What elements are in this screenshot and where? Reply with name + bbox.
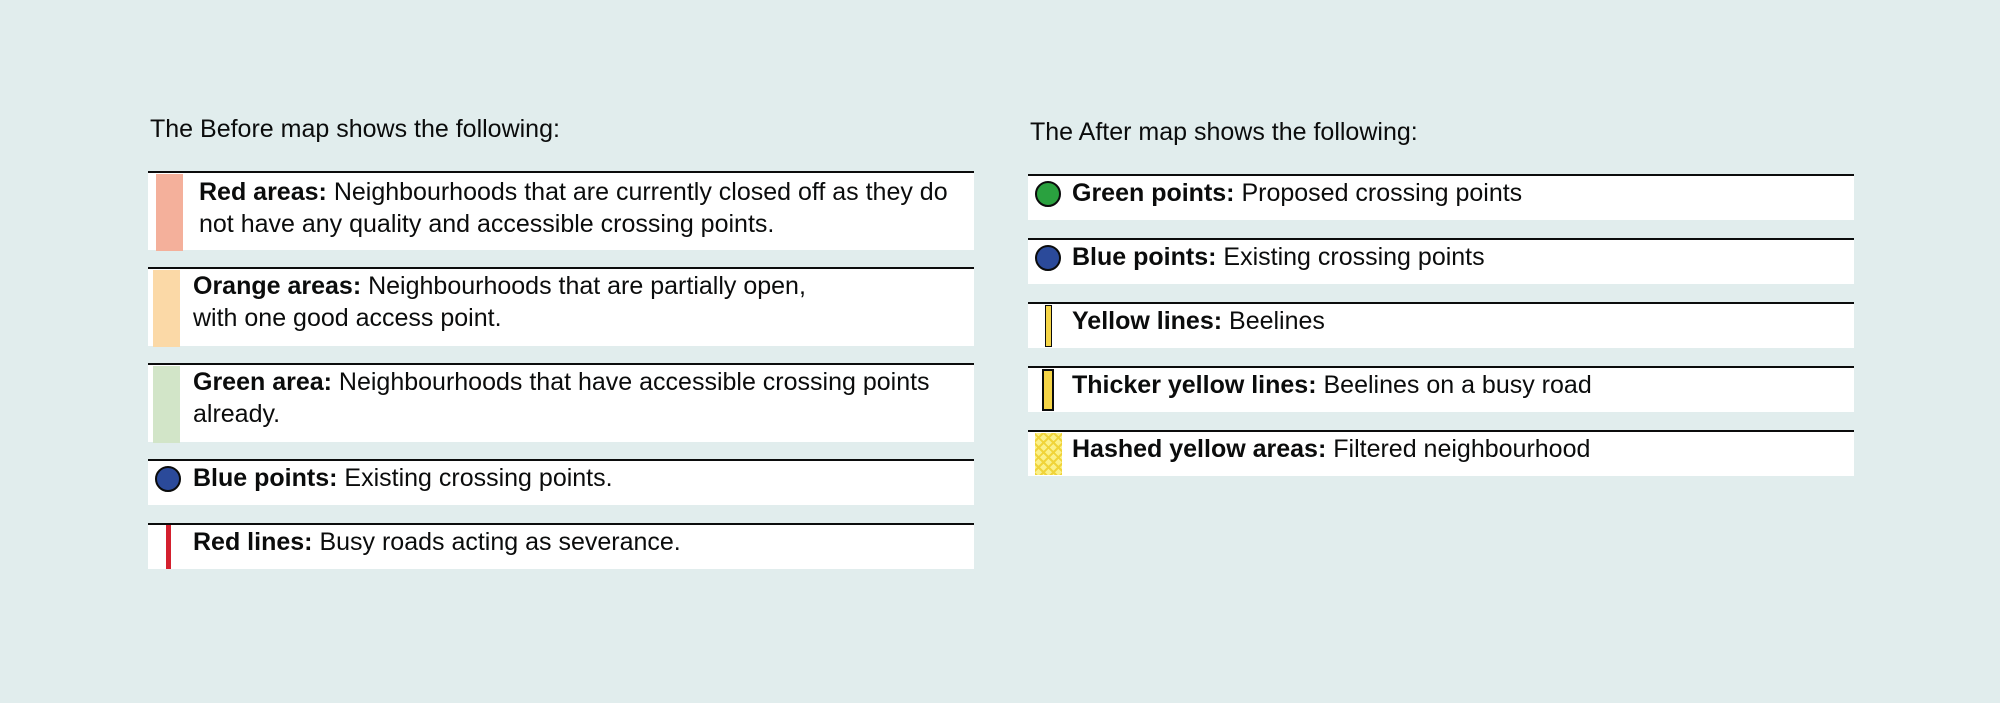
legend-desc: Neighbourhoods that are partially open, xyxy=(368,272,806,300)
legend-label: Blue points: xyxy=(1072,243,1217,271)
legend-text xyxy=(193,366,933,430)
legend-label: Green area: xyxy=(193,368,332,396)
legend-item-orange-areas xyxy=(148,267,974,346)
legend-text xyxy=(1072,241,1485,273)
legend-item-green-points xyxy=(1028,174,1854,220)
blue-point-icon xyxy=(1035,245,1061,271)
legend-text xyxy=(1072,369,1592,401)
legend-label: Red lines: xyxy=(193,528,313,556)
legend-label: Thicker yellow lines: xyxy=(1072,371,1317,399)
legend-item-red-lines xyxy=(148,523,974,569)
after-heading: The After map shows the following: xyxy=(1030,118,1418,146)
legend-item-green-area xyxy=(148,363,974,442)
yellow-line-swatch xyxy=(1045,305,1052,347)
legend-desc: Neighbourhoods that have accessible crossing points already. xyxy=(193,368,930,428)
legend-text xyxy=(1072,177,1522,209)
legend-item-thicker-yellow-lines xyxy=(1028,366,1854,412)
legend-item-blue-points xyxy=(148,459,974,505)
blue-point-icon xyxy=(155,466,181,492)
legend-desc: Beelines on a busy road xyxy=(1323,371,1592,399)
legend-label: Blue points: xyxy=(193,464,338,492)
legend-item-blue-points xyxy=(1028,238,1854,284)
legend-item-hashed-yellow-areas xyxy=(1028,430,1854,476)
legend-item-red-areas xyxy=(148,171,974,250)
orange-area-swatch xyxy=(153,270,180,347)
legend-desc: Existing crossing points xyxy=(1223,243,1485,271)
legend-label: Green points: xyxy=(1072,179,1235,207)
legend-desc: Existing crossing points. xyxy=(344,464,613,492)
legend-desc: Filtered neighbourhood xyxy=(1333,435,1591,463)
legend-text xyxy=(193,270,893,334)
red-line-swatch xyxy=(166,525,171,569)
green-area-swatch xyxy=(153,366,180,443)
legend-text xyxy=(1072,305,1325,337)
legend-text xyxy=(193,462,613,494)
hashed-yellow-area-swatch xyxy=(1035,433,1062,475)
thick-yellow-line-swatch xyxy=(1042,369,1054,411)
legend-desc: Beelines xyxy=(1229,307,1325,335)
before-heading: The Before map shows the following: xyxy=(150,115,560,143)
legend-label: Red areas: xyxy=(199,178,327,206)
legend-desc: Proposed crossing points xyxy=(1241,179,1523,207)
green-point-icon xyxy=(1035,181,1061,207)
legend-text xyxy=(1072,433,1590,465)
after-legend xyxy=(1028,115,1854,494)
legend-desc: with one good access point. xyxy=(193,304,502,332)
legend-text xyxy=(199,176,969,240)
legend-desc: Neighbourhoods that are currently closed off as they do not have any quality and accessible crossing points. xyxy=(199,178,948,238)
legend-label: Hashed yellow areas: xyxy=(1072,435,1327,463)
legend-label: Yellow lines: xyxy=(1072,307,1223,335)
red-area-swatch xyxy=(156,174,183,251)
legend-text xyxy=(193,526,681,558)
before-legend xyxy=(148,112,974,587)
legend-desc: Busy roads acting as severance. xyxy=(319,528,681,556)
legend-item-yellow-lines xyxy=(1028,302,1854,348)
legend-label: Orange areas: xyxy=(193,272,362,300)
